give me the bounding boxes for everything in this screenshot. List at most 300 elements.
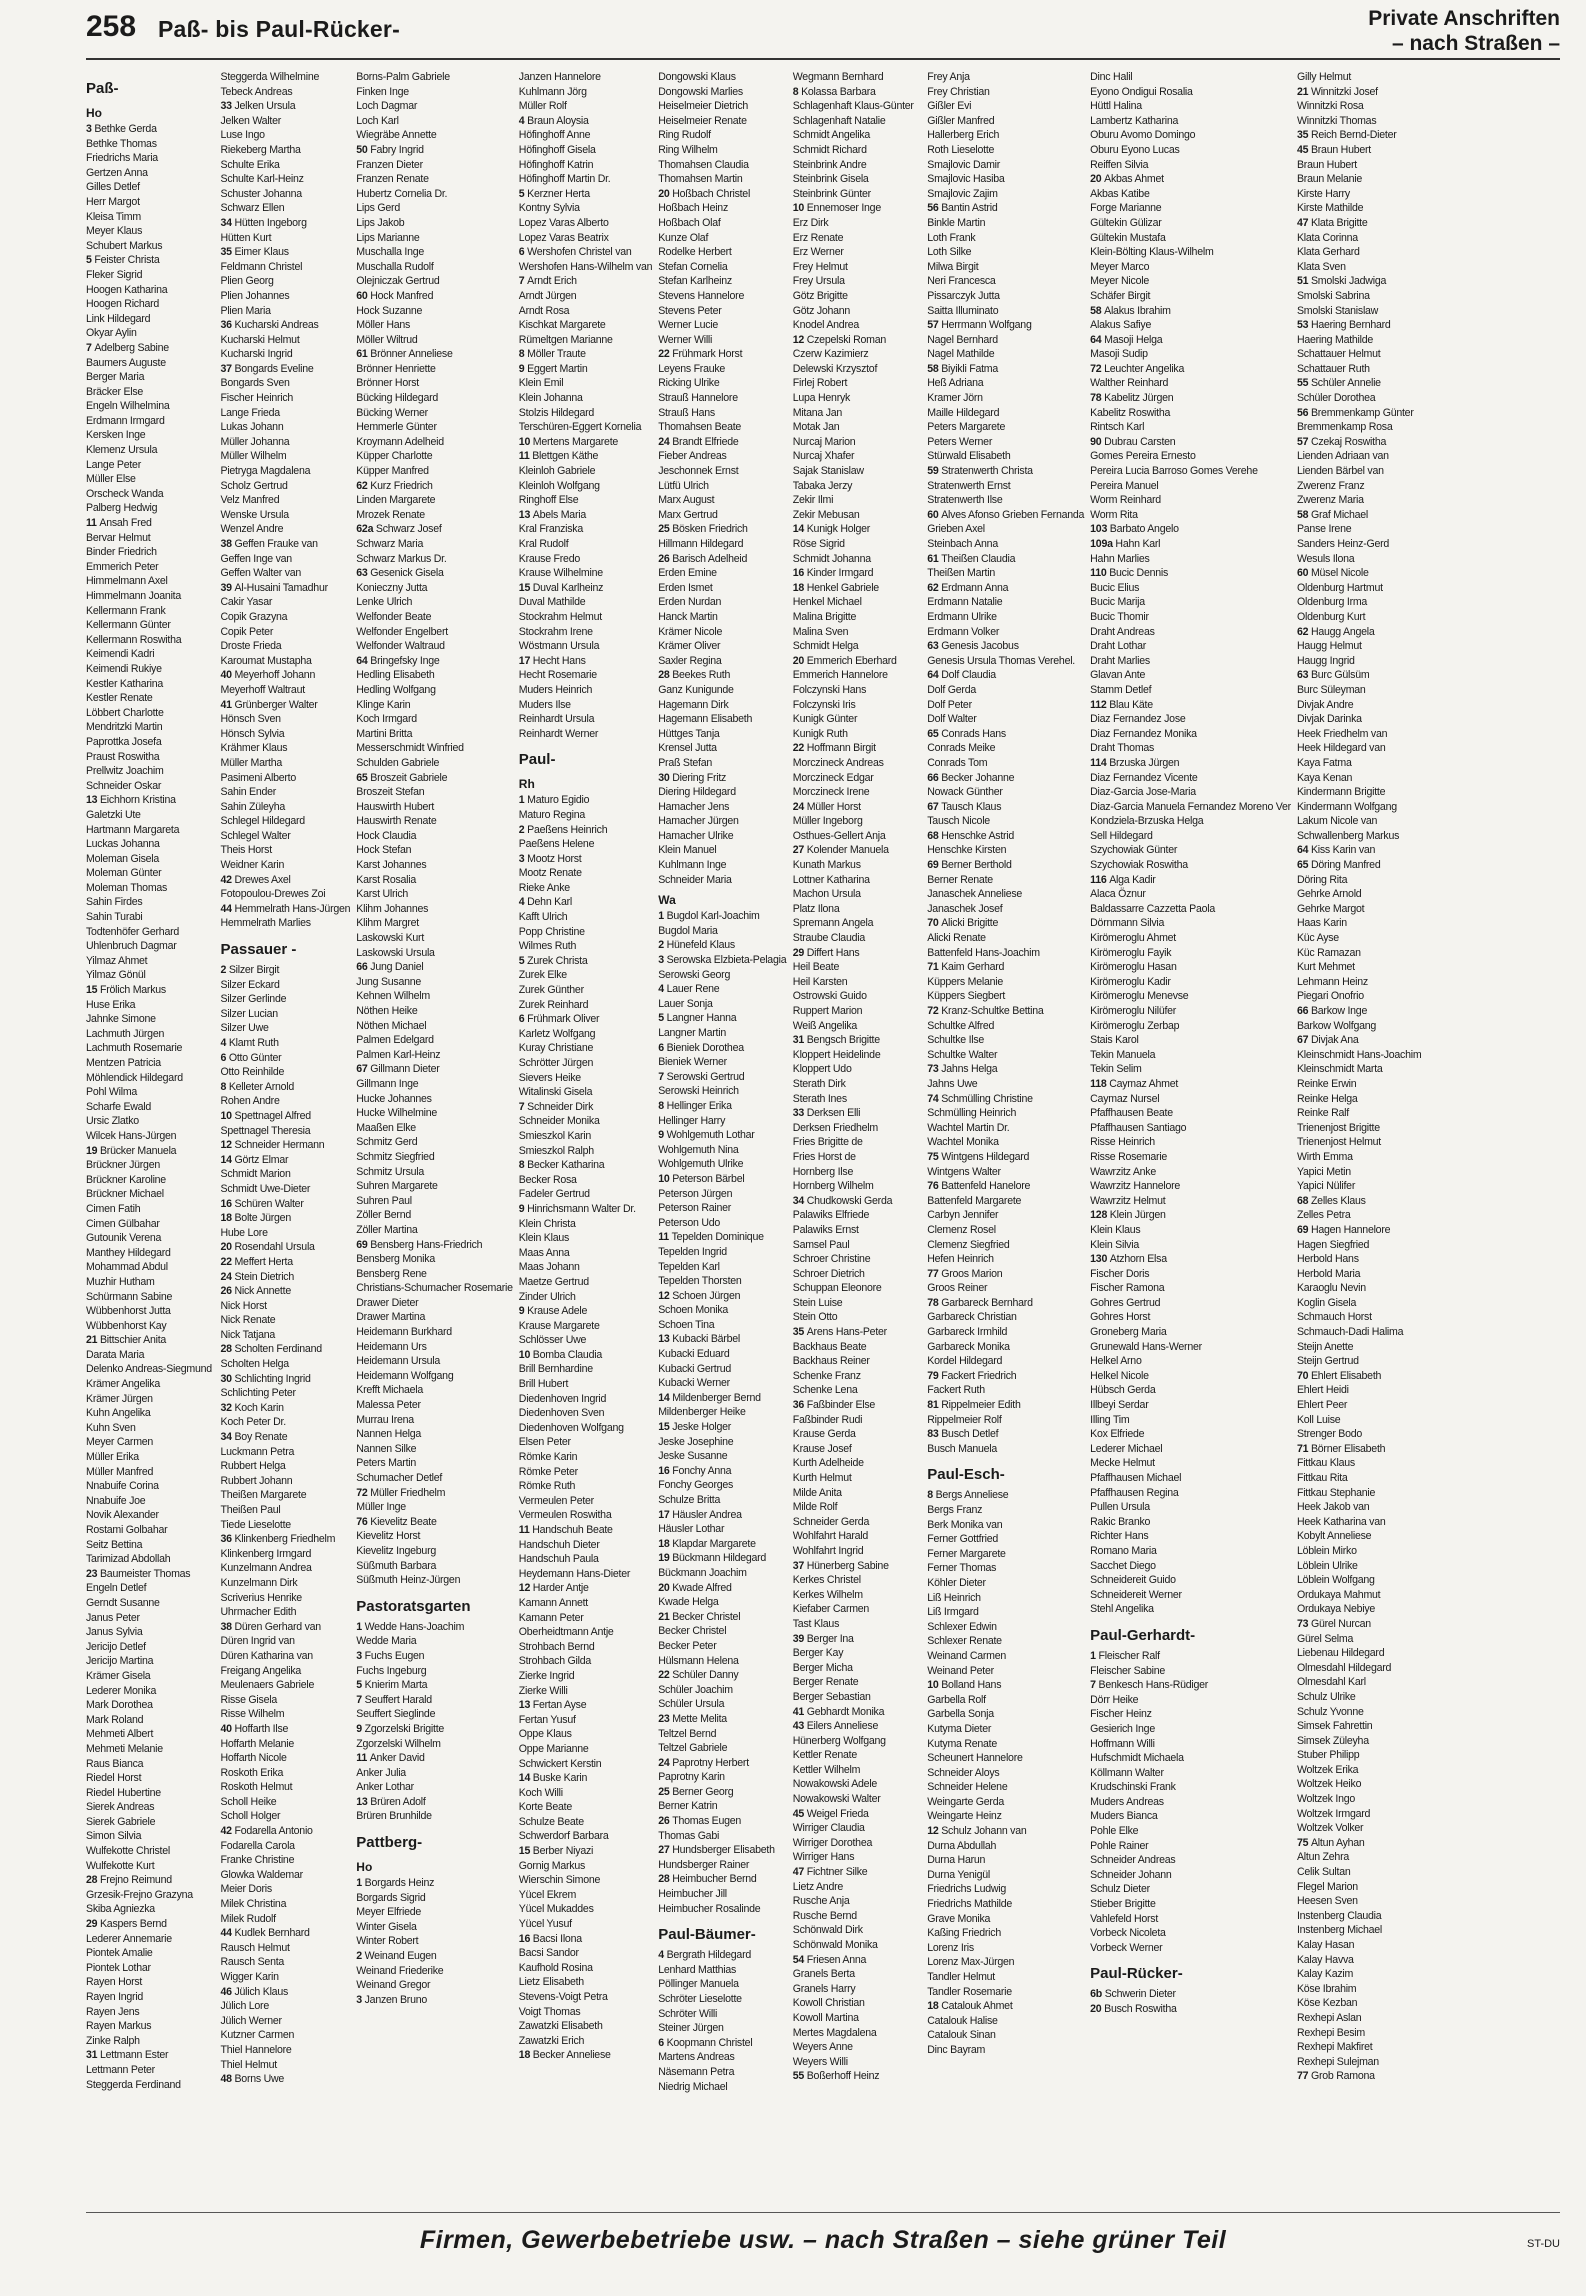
- resident-entry: [658, 1727, 787, 1742]
- resident-entry: [658, 858, 787, 873]
- resident-name: Diedenhoven Ingrid: [518, 1392, 607, 1405]
- resident-name: Klein Silvia: [1090, 1238, 1139, 1251]
- resident-name: Fertan Ayse: [532, 1699, 587, 1712]
- resident-entry: [927, 858, 1084, 873]
- resident-name: Müller Manfred: [86, 1465, 154, 1478]
- resident-name: Samsel Paul: [792, 1238, 850, 1251]
- resident-name: Müller Horst: [806, 800, 861, 813]
- resident-name: Schwallenberg Markus: [1296, 829, 1400, 842]
- resident-entry: [519, 2019, 652, 2034]
- resident-name: Buske Karin: [532, 1772, 588, 1785]
- resident-entry: [1090, 756, 1291, 771]
- resident-name: Risse Rosemarie: [1090, 1150, 1168, 1163]
- resident-name: Geffen Walter van: [220, 567, 302, 580]
- resident-entry: [519, 1377, 652, 1392]
- resident-name: Schneider Oskar: [86, 779, 162, 792]
- resident-entry: [1297, 1559, 1426, 1574]
- resident-entry: [86, 1538, 215, 1553]
- resident-entry: [86, 1450, 215, 1465]
- house-number: 12: [220, 1139, 235, 1152]
- resident-name: Bringefsky Inge: [370, 654, 440, 667]
- resident-entry: [86, 954, 215, 969]
- resident-entry: [519, 1100, 652, 1115]
- resident-name: Rexhepi Aslan: [1296, 2011, 1362, 2024]
- house-number: 2: [518, 823, 528, 836]
- resident-name: Silzer Birgit: [228, 964, 280, 977]
- resident-name: Frey Anja: [927, 71, 970, 83]
- resident-name: Heek Katharina van: [1296, 1515, 1386, 1528]
- resident-name: Tausch Klaus: [941, 800, 1002, 813]
- resident-entry: [356, 128, 513, 143]
- resident-name: Leuchter Angelika: [1104, 362, 1185, 375]
- resident-name: Rusche Bernd: [792, 1909, 857, 1922]
- resident-entry: [658, 1464, 787, 1479]
- resident-name: Baumers Auguste: [86, 356, 166, 369]
- resident-entry: [658, 1347, 787, 1362]
- resident-entry: [927, 1766, 1084, 1781]
- resident-entry: [221, 1386, 351, 1401]
- resident-name: Silzer Gerlinde: [220, 993, 287, 1006]
- resident-entry: [519, 216, 652, 231]
- resident-entry: [793, 1048, 922, 1063]
- resident-entry: [221, 1693, 351, 1708]
- resident-entry: [221, 464, 351, 479]
- resident-entry: [1090, 552, 1291, 567]
- resident-entry: [793, 376, 922, 391]
- resident-name: Skiba Agniezka: [86, 1903, 155, 1916]
- resident-name: Kelleter Arnold: [228, 1080, 294, 1093]
- resident-name: Malessa Peter: [356, 1399, 421, 1412]
- resident-name: Kabelitz Jürgen: [1104, 392, 1174, 405]
- resident-entry: [793, 1165, 922, 1180]
- resident-name: Oburu Avomo Domingo: [1090, 129, 1196, 142]
- resident-name: Kleinschmidt Hans-Joachim: [1296, 1048, 1422, 1061]
- resident-entry: [1090, 362, 1291, 377]
- resident-entry: [519, 1275, 652, 1290]
- resident-entry: [86, 1567, 215, 1582]
- resident-entry: [1297, 712, 1426, 727]
- resident-entry: [519, 895, 652, 910]
- resident-entry: [927, 1591, 1084, 1606]
- resident-entry: [658, 2021, 787, 2036]
- resident-name: Nnabuife Corina: [86, 1480, 159, 1493]
- resident-name: Battenfeld Margarete: [927, 1194, 1022, 1207]
- resident-entry: [658, 70, 787, 85]
- house-number: 16: [518, 1932, 533, 1945]
- resident-entry: [221, 1445, 351, 1460]
- house-number: 83: [927, 1428, 942, 1441]
- resident-entry: [1090, 464, 1291, 479]
- resident-entry: [86, 356, 215, 371]
- resident-entry: [793, 1383, 922, 1398]
- resident-entry: [793, 1938, 922, 1953]
- resident-name: Yücel Mukaddes: [518, 1903, 594, 1916]
- resident-name: Rostami Golbahar: [86, 1524, 168, 1536]
- resident-entry: [658, 1172, 787, 1187]
- resident-name: Steinbrink Andre: [792, 158, 867, 171]
- resident-name: Grob Ramona: [1310, 2070, 1375, 2083]
- resident-entry: [1090, 1281, 1291, 1296]
- resident-entry: [519, 522, 652, 537]
- resident-name: Folczynski Hans: [792, 683, 867, 696]
- house-number: 71: [927, 961, 942, 974]
- resident-name: Spremann Angela: [792, 917, 874, 930]
- resident-name: Nöthen Michael: [356, 1019, 427, 1032]
- resident-entry: [1297, 420, 1426, 435]
- resident-name: Klein Jürgen: [1109, 1209, 1166, 1222]
- house-number: 20: [1090, 173, 1105, 186]
- resident-entry: [221, 1124, 351, 1139]
- resident-entry: [658, 1201, 787, 1216]
- resident-entry: [356, 960, 513, 975]
- resident-entry: [927, 1223, 1084, 1238]
- resident-entry: [1297, 771, 1426, 786]
- resident-entry: [519, 1581, 652, 1596]
- resident-name: Maille Hildegard: [927, 406, 1000, 419]
- resident-entry: [1297, 1165, 1426, 1180]
- resident-name: Zwerenz Maria: [1296, 494, 1364, 507]
- resident-entry: [86, 604, 215, 619]
- resident-name: Riedel Hubertine: [86, 1786, 161, 1799]
- resident-name: Erdmann Volker: [927, 625, 1000, 638]
- resident-entry: [927, 362, 1084, 377]
- resident-name: Jericijo Martina: [86, 1655, 154, 1668]
- resident-name: Zurek Christa: [527, 954, 588, 967]
- house-number: 19: [86, 1144, 100, 1157]
- resident-name: Jung Daniel: [370, 961, 424, 974]
- resident-entry: [221, 843, 351, 858]
- resident-entry: [793, 1909, 922, 1924]
- resident-entry: [927, 1325, 1084, 1340]
- resident-entry: [927, 902, 1084, 917]
- resident-name: Hoffmann Birgit: [806, 742, 876, 755]
- resident-entry: [519, 274, 652, 289]
- house-number: 5: [86, 254, 95, 267]
- resident-entry: [1297, 216, 1426, 231]
- resident-entry: [1090, 1252, 1291, 1267]
- resident-name: Arndt Erich: [527, 275, 577, 288]
- resident-name: Schneider Aloys: [927, 1766, 1000, 1779]
- resident-entry: [356, 1413, 513, 1428]
- resident-name: Henkel Gabriele: [806, 581, 879, 594]
- resident-entry: [793, 1179, 922, 1194]
- resident-name: Wintgens Walter: [927, 1165, 1001, 1178]
- resident-entry: [519, 1406, 652, 1421]
- resident-entry: [1090, 610, 1291, 625]
- resident-entry: [221, 172, 351, 187]
- street-heading: Paß-: [86, 80, 119, 97]
- resident-name: Henschke Kirsten: [927, 844, 1007, 857]
- resident-entry: [86, 866, 215, 881]
- resident-entry: [658, 231, 787, 246]
- resident-name: Tabaka Jerzy: [792, 479, 853, 492]
- resident-name: Hamacher Jens: [658, 800, 730, 813]
- resident-entry: [1090, 260, 1291, 275]
- resident-name: Becker Rosa: [518, 1173, 577, 1186]
- resident-name: Wulfekotte Christel: [86, 1845, 170, 1858]
- resident-entry: [793, 1529, 922, 1544]
- resident-entry: [793, 1777, 922, 1792]
- street-heading: Pastoratsgarten: [356, 1597, 471, 1615]
- resident-entry: [1297, 1340, 1426, 1355]
- resident-entry: [1090, 625, 1291, 640]
- house-number: 10: [927, 1679, 942, 1692]
- resident-entry: [1297, 610, 1426, 625]
- resident-entry: [86, 1698, 215, 1713]
- resident-name: Rohen Andre: [220, 1095, 280, 1108]
- resident-name: Gebhardt Monika: [806, 1705, 885, 1718]
- resident-entry: [793, 1019, 922, 1034]
- resident-entry: [221, 800, 351, 815]
- resident-entry: [1090, 1369, 1291, 1384]
- resident-name: Düren Ingrid van: [220, 1635, 295, 1648]
- resident-name: Steinbach Anna: [927, 538, 998, 550]
- resident-entry: [356, 727, 513, 742]
- resident-entry: [927, 843, 1084, 858]
- resident-entry: [221, 376, 351, 391]
- resident-entry: [658, 1070, 787, 1085]
- house-number: 11: [518, 1524, 533, 1536]
- resident-name: Bucic Elius: [1090, 581, 1140, 594]
- resident-entry: [86, 793, 215, 808]
- resident-entry: [1297, 1121, 1426, 1136]
- resident-entry: [356, 1165, 513, 1180]
- resident-name: Busch Roswitha: [1104, 2003, 1177, 2015]
- resident-name: Mentzen Patricia: [86, 1057, 161, 1069]
- resident-name: Hundsberger Elisabeth: [672, 1844, 775, 1857]
- resident-name: Kirömeroglu Nilüfer: [1090, 1005, 1177, 1017]
- resident-entry: [793, 435, 922, 450]
- resident-name: Ehlert Peer: [1296, 1399, 1348, 1412]
- resident-name: Schneider Dirk: [527, 1100, 594, 1113]
- resident-entry: [1297, 1252, 1426, 1267]
- resident-name: Smolski Stanislaw: [1296, 304, 1379, 317]
- resident-entry: [356, 902, 513, 917]
- resident-entry: [221, 508, 351, 523]
- resident-name: Teltzel Bernd: [658, 1727, 717, 1740]
- resident-entry: [658, 85, 787, 100]
- resident-entry: [519, 1012, 652, 1027]
- house-number: 12: [792, 333, 807, 346]
- resident-name: Hünerberg Wolfgang: [792, 1734, 886, 1747]
- resident-entry: [356, 1442, 513, 1457]
- resident-entry: [1297, 800, 1426, 815]
- resident-entry: [356, 1223, 513, 1238]
- resident-entry: [927, 2028, 1084, 2043]
- resident-name: Oldenburg Kurt: [1296, 610, 1366, 623]
- resident-entry: [1090, 1544, 1291, 1559]
- resident-entry: [86, 326, 215, 341]
- resident-name: Dehn Karl: [527, 896, 572, 909]
- resident-entry: [793, 1573, 922, 1588]
- resident-entry: [1297, 522, 1426, 537]
- house-number: 5: [356, 1679, 365, 1692]
- resident-entry: [793, 1077, 922, 1092]
- resident-entry: [1090, 333, 1291, 348]
- resident-entry: [356, 610, 513, 625]
- resident-entry: [356, 1664, 513, 1679]
- resident-name: Copik Grazyna: [220, 610, 288, 623]
- resident-name: Hillmann Hildegard: [658, 538, 744, 550]
- resident-entry: [1297, 814, 1426, 829]
- resident-entry: [927, 508, 1084, 523]
- resident-entry: [927, 479, 1084, 494]
- resident-entry: [793, 85, 922, 100]
- resident-name: Berger Renate: [792, 1676, 859, 1689]
- resident-entry: [1090, 1573, 1291, 1588]
- resident-name: Schneidereit Werner: [1090, 1588, 1182, 1601]
- resident-entry: [519, 85, 652, 100]
- resident-entry: [658, 508, 787, 523]
- resident-name: Vermeulen Roswitha: [518, 1509, 612, 1522]
- resident-entry: [793, 1559, 922, 1574]
- resident-name: Schlegel Walter: [220, 829, 291, 842]
- resident-name: Ordukaya Nebiye: [1296, 1603, 1376, 1616]
- resident-entry: [356, 639, 513, 654]
- resident-name: Brüren Brunhilde: [356, 1810, 432, 1823]
- resident-name: Brill Bernhardine: [518, 1363, 593, 1376]
- resident-entry: [86, 1654, 215, 1669]
- resident-name: Barisch Adelheid: [672, 552, 748, 565]
- resident-entry: [86, 1713, 215, 1728]
- resident-entry: [793, 1982, 922, 1997]
- resident-entry: [927, 187, 1084, 202]
- resident-entry: [519, 1815, 652, 1830]
- resident-name: Bethke Thomas: [86, 137, 157, 150]
- resident-entry: [356, 698, 513, 713]
- resident-entry: [1297, 916, 1426, 931]
- resident-entry: [1297, 201, 1426, 216]
- resident-entry: [793, 537, 922, 552]
- resident-entry: [1090, 1471, 1291, 1486]
- resident-name: Hock Stefan: [356, 844, 412, 857]
- resident-entry: [793, 158, 922, 173]
- resident-name: Weinand Friederike: [356, 1964, 444, 1977]
- resident-name: Instenberg Michael: [1296, 1924, 1382, 1937]
- resident-entry: [1297, 304, 1426, 319]
- resident-entry: [1297, 1850, 1426, 1865]
- resident-name: Jahns Uwe: [927, 1077, 978, 1090]
- resident-name: Messerschmidt Winfried: [356, 742, 464, 755]
- resident-entry: [1090, 1588, 1291, 1603]
- resident-entry: [356, 1281, 513, 1296]
- resident-name: Krause Margarete: [518, 1319, 600, 1332]
- resident-entry: [1090, 1325, 1291, 1340]
- resident-entry: [86, 1596, 215, 1611]
- resident-entry: [658, 1624, 787, 1639]
- resident-name: Gilles Detlef: [86, 181, 140, 194]
- resident-entry: [86, 443, 215, 458]
- resident-name: Zierke Willi: [518, 1684, 568, 1697]
- resident-name: Kubacki Werner: [658, 1377, 730, 1390]
- resident-entry: [356, 1121, 513, 1136]
- house-number: 14: [658, 1391, 673, 1404]
- resident-entry: [356, 581, 513, 596]
- resident-entry: [356, 800, 513, 815]
- resident-name: Schneider Johann: [1090, 1868, 1172, 1881]
- resident-name: Chudkowski Gerda: [806, 1194, 893, 1207]
- resident-entry: [86, 735, 215, 750]
- resident-entry: [519, 1290, 652, 1305]
- resident-entry: [86, 895, 215, 910]
- resident-name: Tandler Rosemarie: [927, 1985, 1012, 1998]
- resident-entry: [86, 1990, 215, 2005]
- resident-entry: [927, 1649, 1084, 1664]
- resident-name: Haering Bernhard: [1310, 319, 1391, 332]
- resident-entry: [658, 1041, 787, 1056]
- resident-name: Erz Renate: [792, 231, 844, 244]
- resident-name: Serowski Heinrich: [658, 1085, 739, 1098]
- resident-name: Yilmaz Ahmet: [86, 954, 148, 967]
- resident-entry: [356, 1062, 513, 1077]
- resident-entry: [927, 1882, 1084, 1897]
- resident-name: Becker Christel: [658, 1625, 727, 1638]
- resident-entry: [658, 493, 787, 508]
- resident-name: Schwerin Dieter: [1104, 1988, 1176, 2001]
- house-number: 1: [658, 910, 667, 923]
- resident-name: Hock Claudia: [356, 829, 417, 842]
- resident-name: Zelles Petra: [1296, 1209, 1351, 1222]
- resident-name: Höfinghoff Katrin: [518, 158, 594, 171]
- resident-entry: [356, 1707, 513, 1722]
- resident-entry: [86, 501, 215, 516]
- resident-name: Krause Fredo: [518, 552, 580, 565]
- resident-entry: [793, 1719, 922, 1734]
- resident-entry: [86, 1144, 215, 1159]
- resident-name: Lottner Katharina: [792, 873, 870, 886]
- resident-entry: [86, 1100, 215, 1115]
- resident-entry: [793, 1632, 922, 1647]
- resident-entry: [356, 406, 513, 421]
- resident-name: Höfinghoff Anne: [518, 129, 591, 142]
- resident-entry: [356, 304, 513, 319]
- resident-name: Dolf Walter: [927, 713, 977, 726]
- resident-entry: [86, 1727, 215, 1742]
- resident-entry: [1297, 1179, 1426, 1194]
- house-number: 22: [658, 1669, 673, 1682]
- resident-name: Diering Hildegard: [658, 786, 736, 799]
- resident-name: Stratenwerth Ilse: [927, 494, 1003, 507]
- resident-entry: [793, 1092, 922, 1107]
- resident-entry: [356, 683, 513, 698]
- house-number: 48: [220, 2073, 235, 2086]
- resident-entry: [1297, 1602, 1426, 1617]
- resident-entry: [519, 449, 652, 464]
- resident-name: Diaz Fernandez Monika: [1090, 727, 1197, 740]
- resident-entry: [86, 1129, 215, 1144]
- resident-entry: [927, 1442, 1084, 1457]
- resident-entry: [519, 464, 652, 479]
- resident-entry: [221, 1284, 351, 1299]
- resident-name: Barkow Inge: [1310, 1005, 1368, 1017]
- resident-name: Heil Beate: [792, 961, 840, 974]
- resident-entry: [793, 946, 922, 961]
- resident-entry: [793, 2040, 922, 2055]
- resident-entry: [927, 800, 1084, 815]
- resident-name: Kucharski Helmut: [220, 333, 300, 346]
- house-number: 2: [356, 1950, 365, 1963]
- resident-entry: [1297, 1062, 1426, 1077]
- resident-name: Hoffarth Nicole: [220, 1752, 287, 1765]
- resident-entry: [927, 1165, 1084, 1180]
- resident-name: Kettler Wilhelm: [792, 1763, 861, 1776]
- resident-name: Milek Rudolf: [220, 1912, 276, 1925]
- resident-name: Kuhn Angelika: [86, 1407, 151, 1420]
- house-number: 41: [792, 1705, 807, 1718]
- resident-name: Manthey Hildegard: [86, 1246, 171, 1259]
- resident-entry: [221, 158, 351, 173]
- resident-name: Kellermann Günter: [86, 619, 171, 632]
